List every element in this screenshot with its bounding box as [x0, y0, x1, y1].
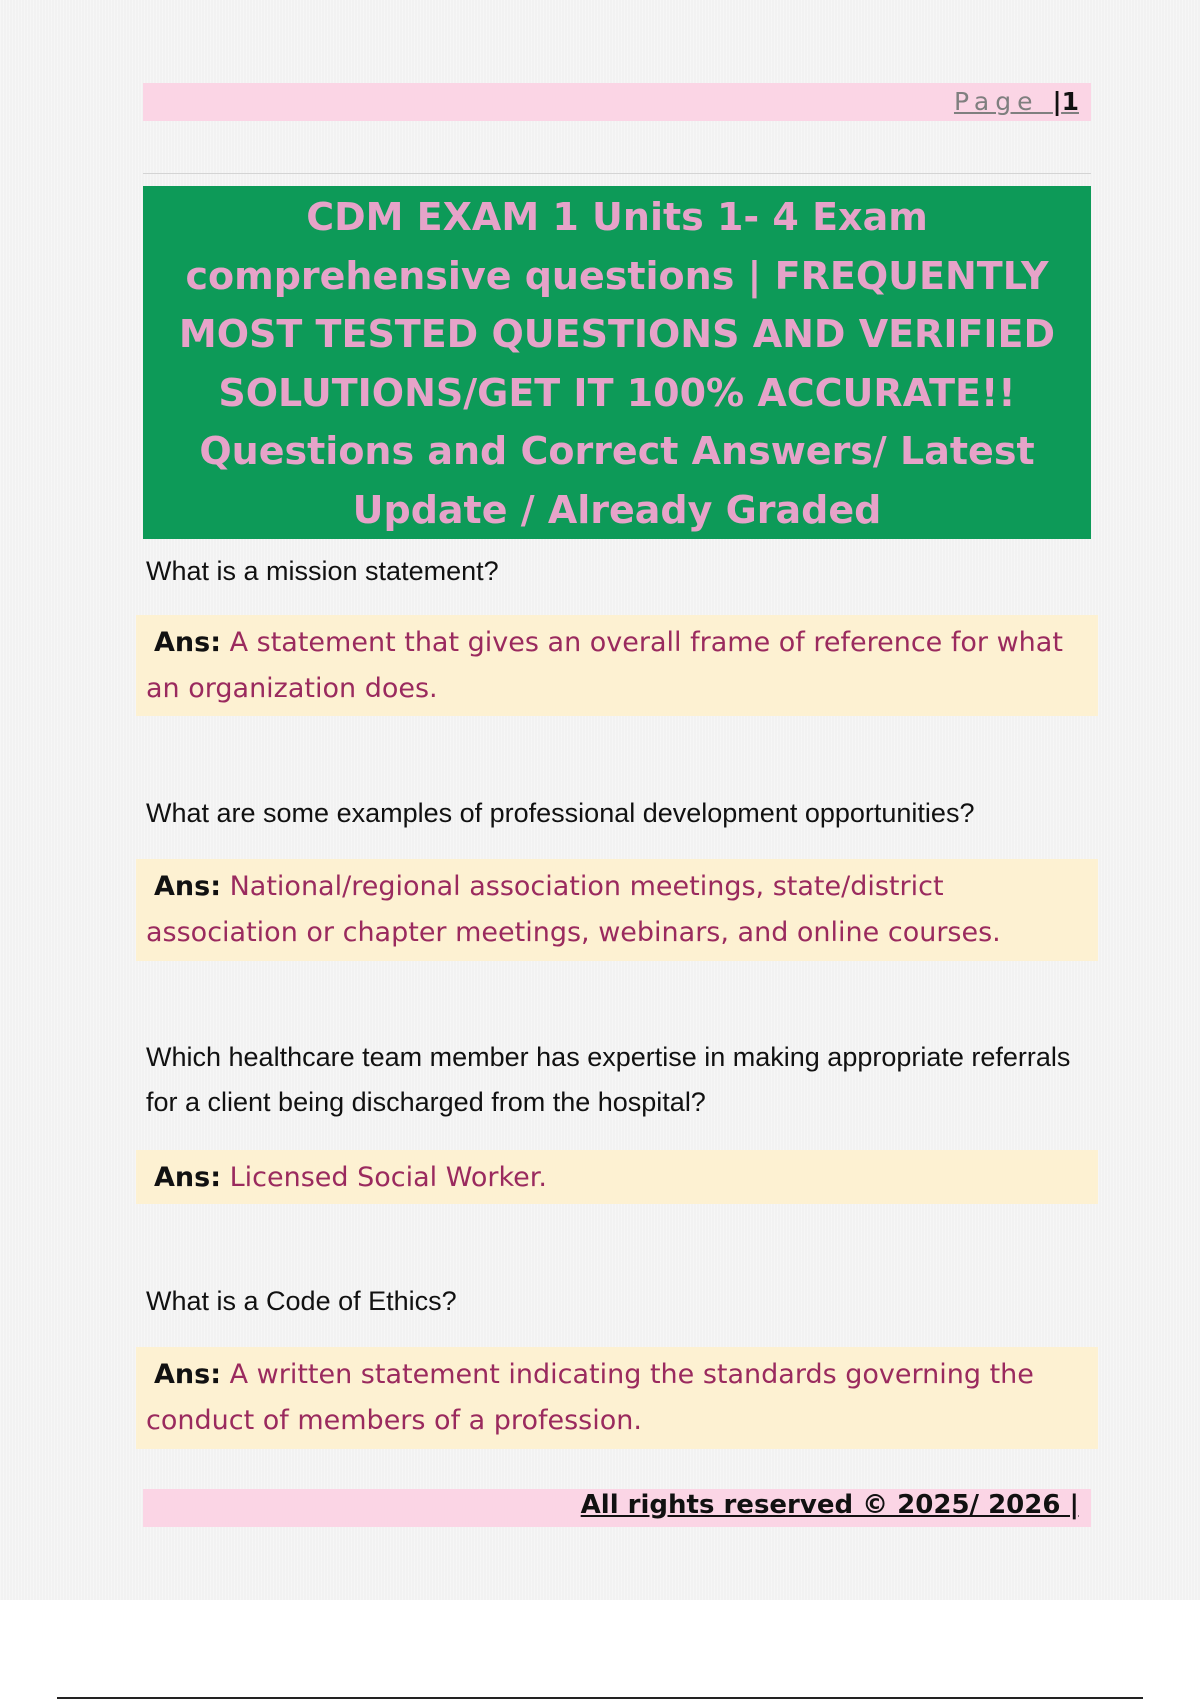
bottom-divider	[57, 1697, 1143, 1699]
answer-text-1: A statement that gives an overall frame of reference for what an organization does.	[146, 627, 1063, 704]
answer-text-3: Licensed Social Worker.	[229, 1162, 547, 1193]
page-label-text: Page	[953, 87, 1039, 116]
answer-box-2	[136, 859, 1098, 961]
answer-text-4: A written statement indicating the standards governing the conduct of members of a profession.	[146, 1359, 1034, 1436]
question-3: Which healthcare team member has expertise in making appropriate referrals for a client being discharged from the hospital?	[146, 1042, 1071, 1117]
answer-label-4: Ans:	[154, 1359, 221, 1390]
answer-label-2: Ans:	[154, 871, 221, 902]
question-4: What is a Code of Ethics?	[146, 1286, 457, 1316]
copyright-notice: All rights reserved © 2025/ 2026 |	[580, 1490, 1079, 1520]
document-title-banner	[143, 186, 1091, 539]
answer-box-1	[136, 615, 1098, 716]
header-divider	[143, 173, 1091, 174]
answer-label-3: Ans:	[154, 1162, 221, 1193]
answer-box-4	[136, 1347, 1098, 1449]
answer-box-3	[136, 1150, 1098, 1204]
document-title: CDM EXAM 1 Units 1- 4 Exam comprehensive questions | FREQUENTLY MOST TESTED QUESTIONS AND VERIFIED SOLUTIONS/GET IT 100% ACCURATE!! Questions and Correct Answers/ Latest Update / Already Graded	[178, 195, 1056, 532]
answer-text-2: National/regional association meetings, state/district association or chapter meetings, webinars, and online courses.	[146, 871, 1001, 948]
question-1: What is a mission statement?	[146, 556, 499, 586]
page-number: 1	[1061, 87, 1079, 116]
page-separator: |	[1052, 87, 1062, 116]
page-header-bar	[143, 83, 1091, 121]
question-2: What are some examples of professional development opportunities?	[146, 798, 975, 828]
page-number-label	[954, 87, 1079, 116]
answer-label-1: Ans:	[154, 627, 221, 658]
page-footer-bar	[143, 1489, 1091, 1527]
